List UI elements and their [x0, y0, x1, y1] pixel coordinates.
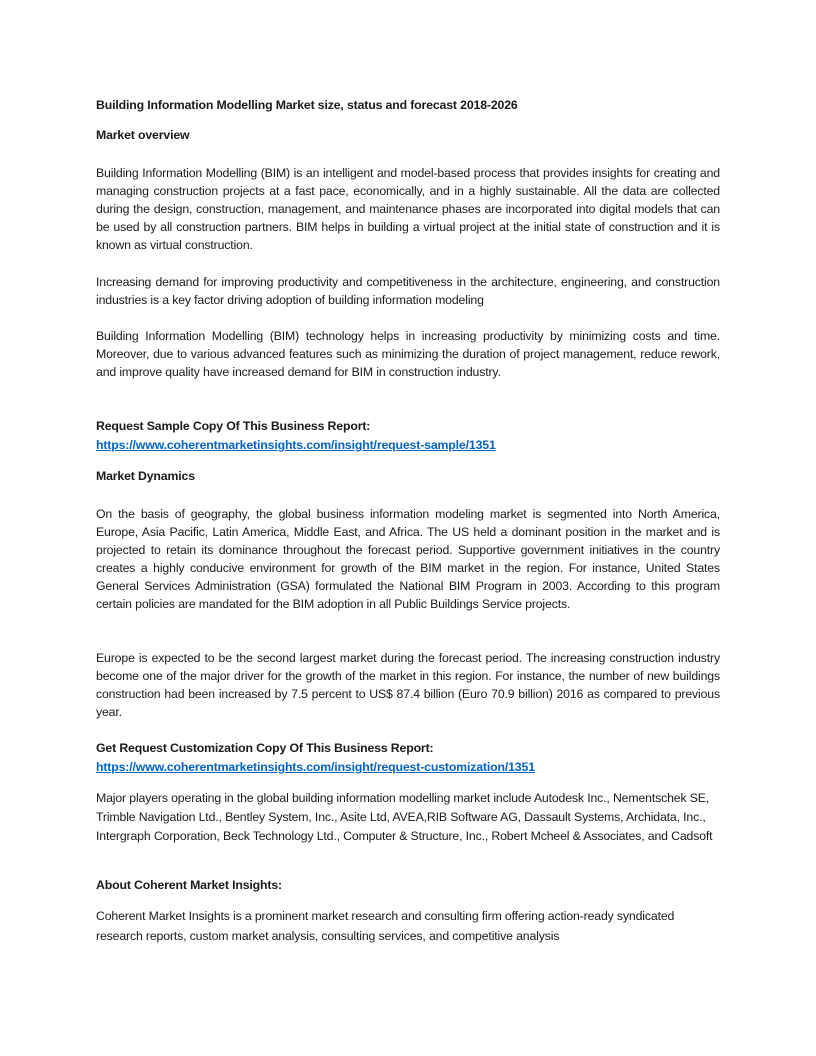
- sample-label: Request Sample Copy Of This Business Report:: [96, 419, 371, 433]
- about-paragraph: Coherent Market Insights is a prominent market research and consulting firm offering action-ready syndicated research reports, custom market analysis, consulting services, and competitive analysis: [96, 909, 675, 943]
- overview-paragraph: Building Information Modelling (BIM) technology helps in increasing productivity by minimizing costs and time. Moreover, due to various advanced features such as minimizing the duration of project management, reduce rework, and improve quality have increased demand for BIM in construction industry.: [96, 329, 720, 379]
- overview-paragraph: Building Information Modelling (BIM) is an intelligent and model-based process that provides insights for creating and managing construction projects at a fast pace, economically, and in a highly sustainable. All the data are collected during the design, construction, management, and maintenance phases are incorporated into digital models that can be used by all construction partners. BIM helps in building a virtual project at the initial state of construction and it is known as virtual construction.: [96, 166, 720, 252]
- overview-heading: Market overview: [96, 128, 190, 142]
- customization-label: Get Request Customization Copy Of This Business Report:: [96, 741, 434, 755]
- players-paragraph: Major players operating in the global building information modelling market include Autodesk Inc., Nementschek SE, Trimble Navigation Ltd., Bentley System, Inc., Asite Ltd, AVEA,RIB Software AG, Dassault Systems, Archidata, Inc., Intergraph Corporation, Beck Technology Ltd., Computer & Structure, Inc., Robert Mcheel & Associates, and Cadsoft: [96, 791, 713, 843]
- overview-paragraph: Increasing demand for improving productivity and competitiveness in the architecture, engineering, and construction industries is a key factor driving adoption of building information modeling: [96, 275, 720, 307]
- sample-link[interactable]: https://www.coherentmarketinsights.com/insight/request-sample/1351: [96, 438, 496, 452]
- about-heading: About Coherent Market Insights:: [96, 878, 282, 892]
- dynamics-heading: Market Dynamics: [96, 469, 195, 483]
- customization-link[interactable]: https://www.coherentmarketinsights.com/insight/request-customization/1351: [96, 760, 535, 774]
- dynamics-paragraph: On the basis of geography, the global business information modeling market is segmented into North America, Europe, Asia Pacific, Latin America, Middle East, and Africa. The US held a dominant position in the market and is projected to retain its dominance throughout the forecast period. Supportive government initiatives in the country creates a highly conducive environment for growth of the BIM market in the region. For instance, United States General Services Administration (GSA) formulated the National BIM Program in 2003. According to this program certain policies are mandated for the BIM adoption in all Public Buildings Service projects.: [96, 507, 720, 611]
- dynamics-paragraph: Europe is expected to be the second largest market during the forecast period. The increasing construction industry become one of the major driver for the growth of the market in this region. For instance, the number of new buildings construction had been increased by 7.5 percent to US$ 87.4 billion (Euro 70.9 billion) 2016 as compared to previous year.: [96, 651, 720, 719]
- document-title: Building Information Modelling Market size, status and forecast 2018-2026: [96, 98, 518, 112]
